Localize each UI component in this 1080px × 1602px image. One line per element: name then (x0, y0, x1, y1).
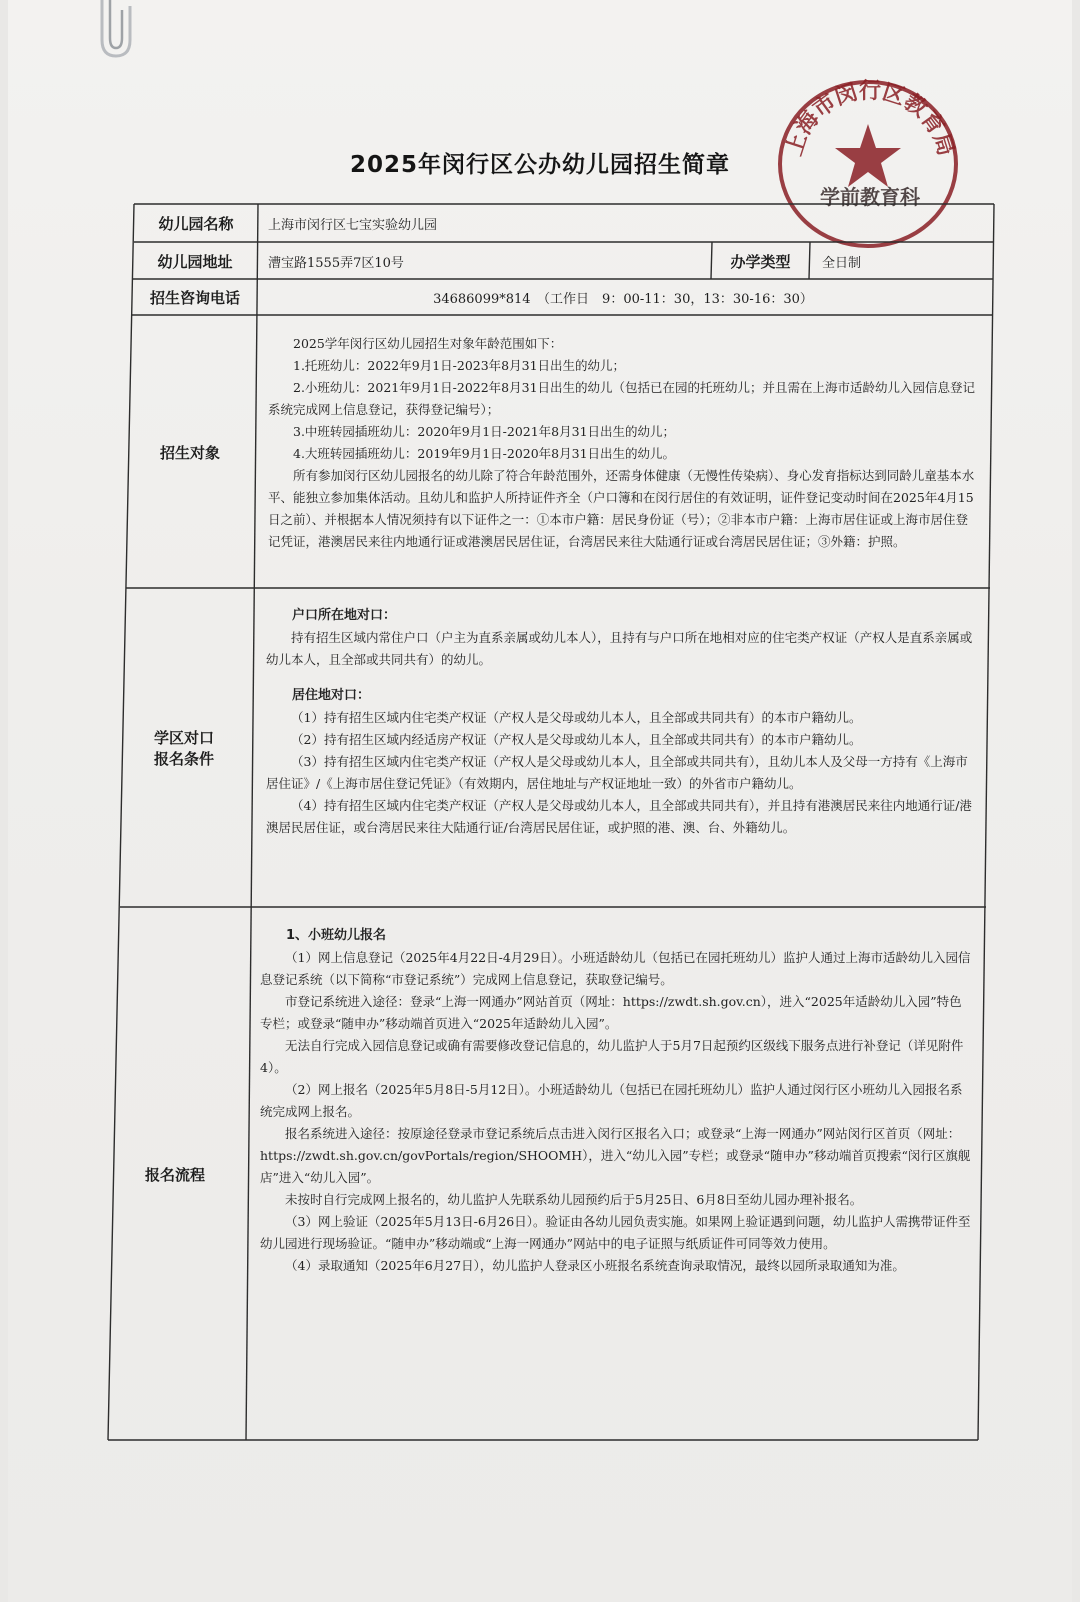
target-paragraph: 2.小班幼儿：2021年9月1日-2022年8月31日出生的幼儿（包括已在园的托班幼儿；并且需在上海市适龄幼儿入园信息登记系统完成网上信息登记，获得登记编号）； (268, 380, 976, 417)
process-heading: 1、小班幼儿报名 (286, 928, 387, 943)
residence-item: （4）持有招生区域内住宅类产权证（产权人是父母或幼儿本人，且全部或共同共有），并且持有港澳居民来往内地通行证/港澳居民居住证，或台湾居民来往大陆通行证/台湾居民居住证，或护照的港、澳、台、外籍幼儿。 (266, 798, 972, 835)
kindergarten-address-label: 幼儿园地址 (157, 252, 233, 271)
district-conditions-content (266, 605, 978, 839)
process-paragraph: 报名系统进入途径：按原途径登录市登记系统后点击进入闵行区报名入口；或登录“上海一网通办”网站闵行区首页（网址：https://zwdt.sh.gov.cn/govPortals/region/SHOOMH），进入“幼儿入园”专栏；或登录“随申办”移动端首页搜索“闵行区旗舰店”进入“幼儿入园”。 (260, 1126, 971, 1185)
district-label-line1: 学区对口 (153, 728, 214, 747)
target-paragraph: 1.托班幼儿：2022年9月1日-2023年8月31日出生的幼儿； (293, 358, 626, 373)
district-conditions-label (122, 590, 246, 905)
target-paragraph: 4.大班转园插班幼儿：2019年9月1日-2020年8月31日出生的幼儿。 (293, 446, 676, 461)
svg-text:上海市闵行区教育局: 上海市闵行区教育局 (781, 79, 959, 159)
page-title: 2025年闵行区公办幼儿园招生简章 (349, 152, 730, 178)
process-paragraph: 市登记系统进入途径：登录“上海一网通办”网站首页（网址：https://zwdt.sh.gov.cn），进入“2025年适龄幼儿入园”特色专栏；或登录“随申办”移动端首页进入“2025年适龄幼儿入园”。 (260, 994, 962, 1031)
process-paragraph: （1）网上信息登记（2025年4月22日-4月29日）。小班适龄幼儿（包括已在园托班幼儿）监护人通过上海市适龄幼儿入园信息登记系统（以下简称“市登记系统”）完成网上信息登记，获取登记编号。 (260, 950, 971, 987)
target-paragraph: 3.中班转园插班幼儿：2020年9月1日-2021年8月31日出生的幼儿； (293, 424, 676, 439)
process-content (260, 925, 972, 1277)
target-paragraph: 所有参加闵行区幼儿园报名的幼儿除了符合年龄范围外，还需身体健康（无慢性传染病）、身心发育指标达到同龄儿童基本水平、能独立参加集体活动。且幼儿和监护人所持证件齐全（户口簿和在闵行居住的有效证明，证件登记变动时间在2025年4月15日之前）、并根据本人情况须持有以下证件之一：①本市户籍：居民身份证（号）；②非本市户籍：上海市居住证或上海市居住登记凭证，港澳居民来往内地通行证或港澳居民居住证，台湾居民来往大陆通行证或台湾居民居住证；③外籍：护照。 (268, 468, 975, 549)
process-paragraph: 无法自行完成入园信息登记或确有需要修改登记信息的，幼儿监护人于5月7日起预约区级线下服务点进行补登记（详见附件4）。 (260, 1038, 964, 1075)
phone-label: 招生咨询电话 (149, 289, 240, 307)
residence-heading: 居住地对口： (292, 688, 371, 703)
process-paragraph: 未按时自行完成网上报名的，幼儿监护人先联系幼儿园预约后于5月25日、6月8日至幼儿园办理补报名。 (285, 1192, 863, 1207)
kindergarten-name-value: 上海市闵行区七宝实验幼儿园 (268, 217, 438, 233)
target-paragraph: 2025学年闵行区幼儿园招生对象年龄范围如下： (293, 336, 563, 351)
enrollment-target-label: 招生对象 (159, 443, 220, 462)
district-label-line2: 报名条件 (153, 749, 214, 768)
school-type-label: 办学类型 (730, 252, 791, 271)
process-paragraph: （2）网上报名（2025年5月8日-5月12日）。小班适龄幼儿（包括已在园托班幼儿）监护人通过闵行区小班幼儿入园报名系统完成网上报名。 (260, 1082, 963, 1119)
enrollment-target-content (268, 333, 980, 553)
kindergarten-name-label: 幼儿园名称 (158, 214, 234, 233)
residence-item: （3）持有招生区域内住宅类产权证（产权人是父母或幼儿本人，且全部或共同共有），且幼儿本人及父母一方持有《上海市居住证》/《上海市居住登记凭证》（有效期内，居住地址与产权证地址一致）的外省市户籍幼儿。 (266, 754, 968, 791)
school-type-value: 全日制 (822, 255, 862, 271)
residence-item: （2）持有招生区域内经适房产权证（产权人是父母或幼儿本人，且全部或共同共有）的本市户籍幼儿。 (291, 732, 862, 747)
hukou-heading: 户口所在地对口： (292, 608, 397, 623)
process-label: 报名流程 (144, 1165, 205, 1184)
phone-value: 34686099*814 （工作日 9：00-11：30，13：30-16：30） (433, 292, 813, 307)
process-paragraph: （4）录取通知（2025年6月27日），幼儿监护人登录区小班报名系统查询录取情况，最终以园所录取通知为准。 (285, 1258, 905, 1273)
svg-text:学前教育科: 学前教育科 (820, 185, 920, 209)
kindergarten-address-value: 漕宝路1555弄7区10号 (268, 255, 404, 271)
process-paragraph: （3）网上验证（2025年5月13日-6月26日）。验证由各幼儿园负责实施。如果网上验证遇到问题，幼儿监护人需携带证件至幼儿园进行现场验证。“随申办”移动端或“上海一网通办”网站中的电子证照与纸质证件可同等效力使用。 (260, 1214, 971, 1251)
residence-item: （1）持有招生区域内住宅类产权证（产权人是父母或幼儿本人，且全部或共同共有）的本市户籍幼儿。 (291, 710, 862, 725)
hukou-text: 持有招生区域内常住户口（户主为直系亲属或幼儿本人），且持有与户口所在地相对应的住宅类产权证（产权人是直系亲属或幼儿本人，且全部或共同共有）的幼儿。 (266, 630, 973, 667)
